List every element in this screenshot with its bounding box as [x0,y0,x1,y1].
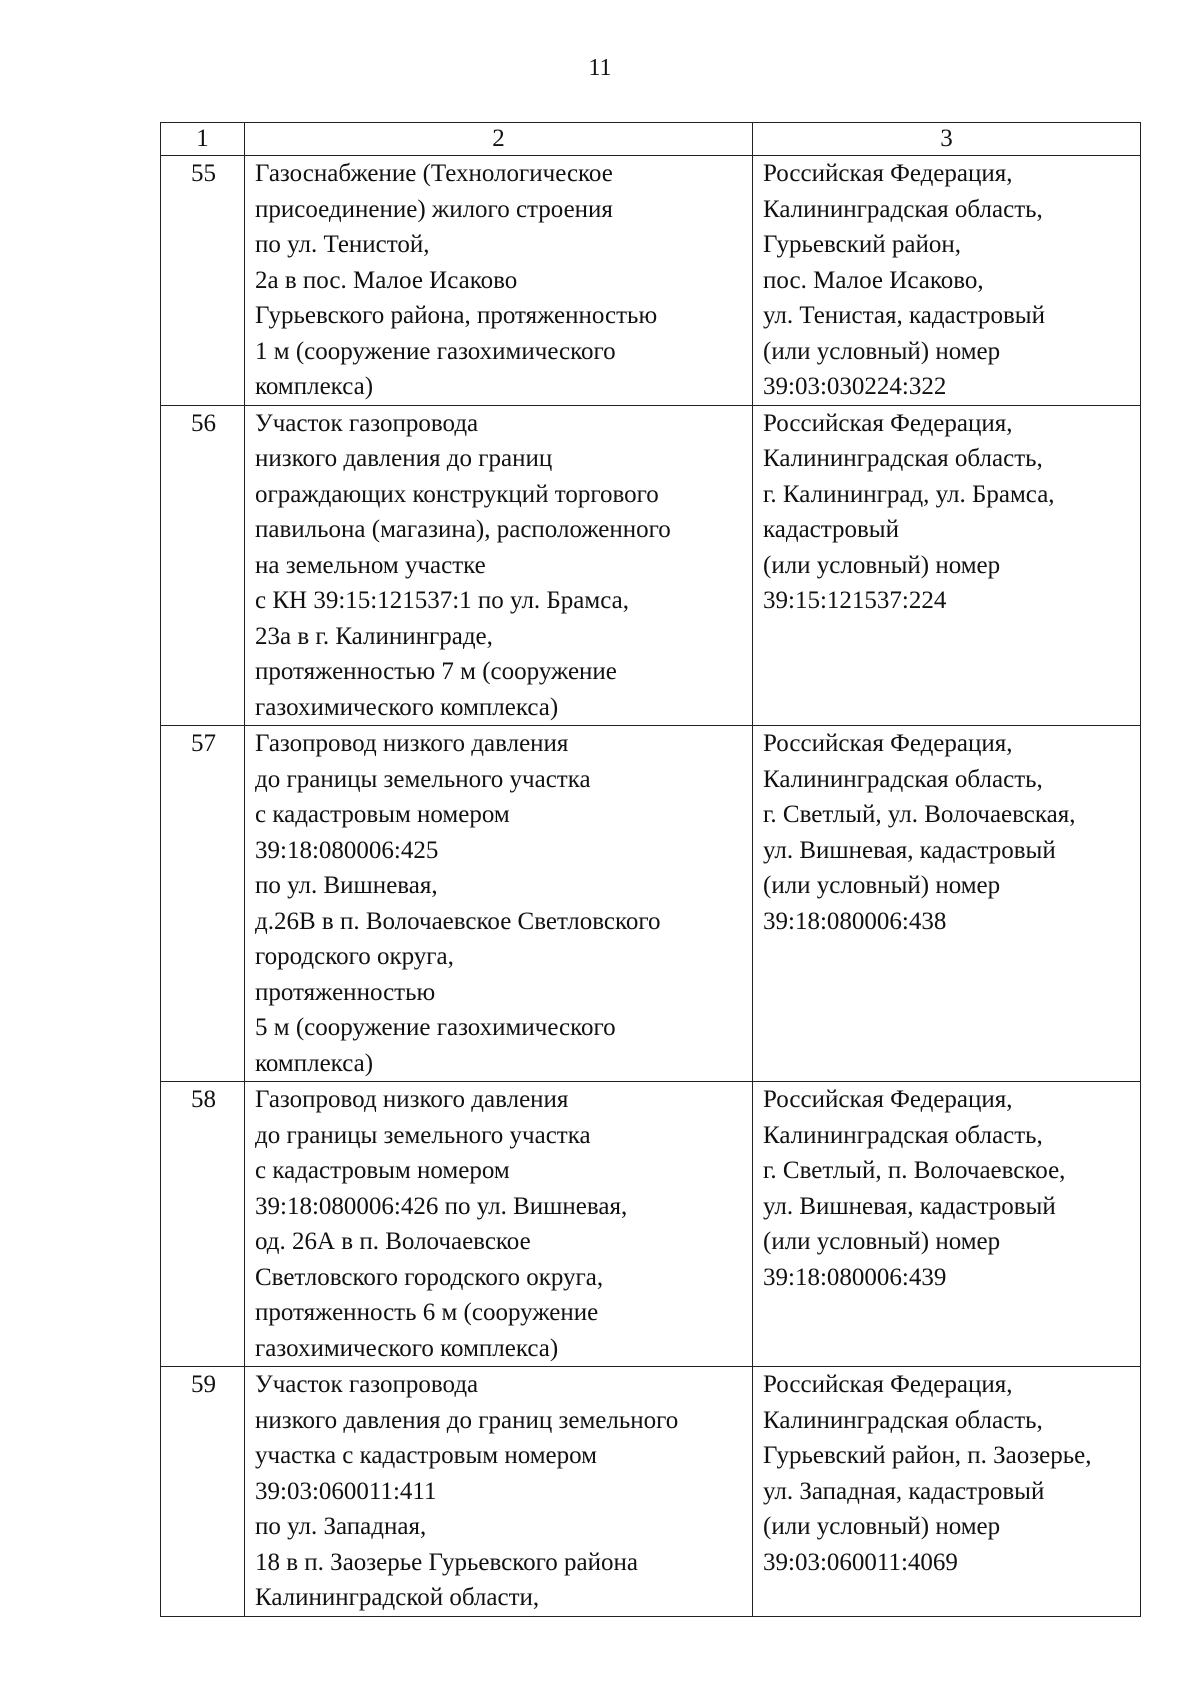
objects-table [160,122,1141,1617]
object-location: Российская Федерация, Калининградская область, г. Светлый, п. Волочаевское, ул. Вишневая, кадастровый (или условный) номер 39:18:080006:439 [753,1082,1141,1367]
object-description: Газопровод низкого давления до границы земельного участка с кадастровым номером 39:18:080006:426 по ул. Вишневая, од. 26А в п. Волочаевское Светловского городского округа, протяженность 6 м (сооружение газохимического комплекса) [245,1082,753,1367]
row-number: 58 [161,1082,245,1367]
object-description: Газоснабжение (Технологическое присоединение) жилого строения по ул. Тенистой, 2а в пос. Малое Исаково Гурьевского района, протяженностью 1 м (сооружение газохимического комплекса) [245,156,753,406]
row-number: 59 [161,1367,245,1617]
row-number: 57 [161,726,245,1082]
table-row [161,1082,1141,1367]
object-location: Российская Федерация, Калининградская область, г. Светлый, ул. Волочаевская, ул. Вишневая, кадастровый (или условный) номер 39:18:080006:438 [753,726,1141,1082]
object-description: Участок газопровода низкого давления до границ ограждающих конструкций торгового павильона (магазина), расположенного на земельном участке с КН 39:15:121537:1 по ул. Брамса, 23а в г. Калининграде, протяженностью 7 м (сооружение газохимического комплекса) [245,405,753,726]
table-row [161,405,1141,726]
object-description: Газопровод низкого давления до границы земельного участка с кадастровым номером 39:18:080006:425 по ул. Вишневая, д.26В в п. Волочаевское Светловского городского округа, протяженностью 5 м (сооружение газохимического комплекса) [245,726,753,1082]
object-location: Российская Федерация, Калининградская область, г. Калининград, ул. Брамса, кадастровый (или условный) номер 39:15:121537:224 [753,405,1141,726]
column-header-location: 3 [753,123,1141,156]
column-header-number: 1 [161,123,245,156]
column-header-description: 2 [245,123,753,156]
table-row [161,726,1141,1082]
page-number: 11 [588,55,612,81]
object-description: Участок газопровода низкого давления до границ земельного участка с кадастровым номером 39:03:060011:411 по ул. Западная, 18 в п. Заозерье Гурьевского района Калининградской области, [245,1367,753,1617]
table-row [161,1367,1141,1617]
table-row [161,156,1141,406]
row-number: 55 [161,156,245,406]
table-header-row [161,123,1141,156]
row-number: 56 [161,405,245,726]
object-location: Российская Федерация, Калининградская область, Гурьевский район, п. Заозерье, ул. Западная, кадастровый (или условный) номер 39:03:060011:4069 [753,1367,1141,1617]
object-location: Российская Федерация, Калининградская область, Гурьевский район, пос. Малое Исаково, ул. Тенистая, кадастровый (или условный) номер 39:03:030224:322 [753,156,1141,406]
